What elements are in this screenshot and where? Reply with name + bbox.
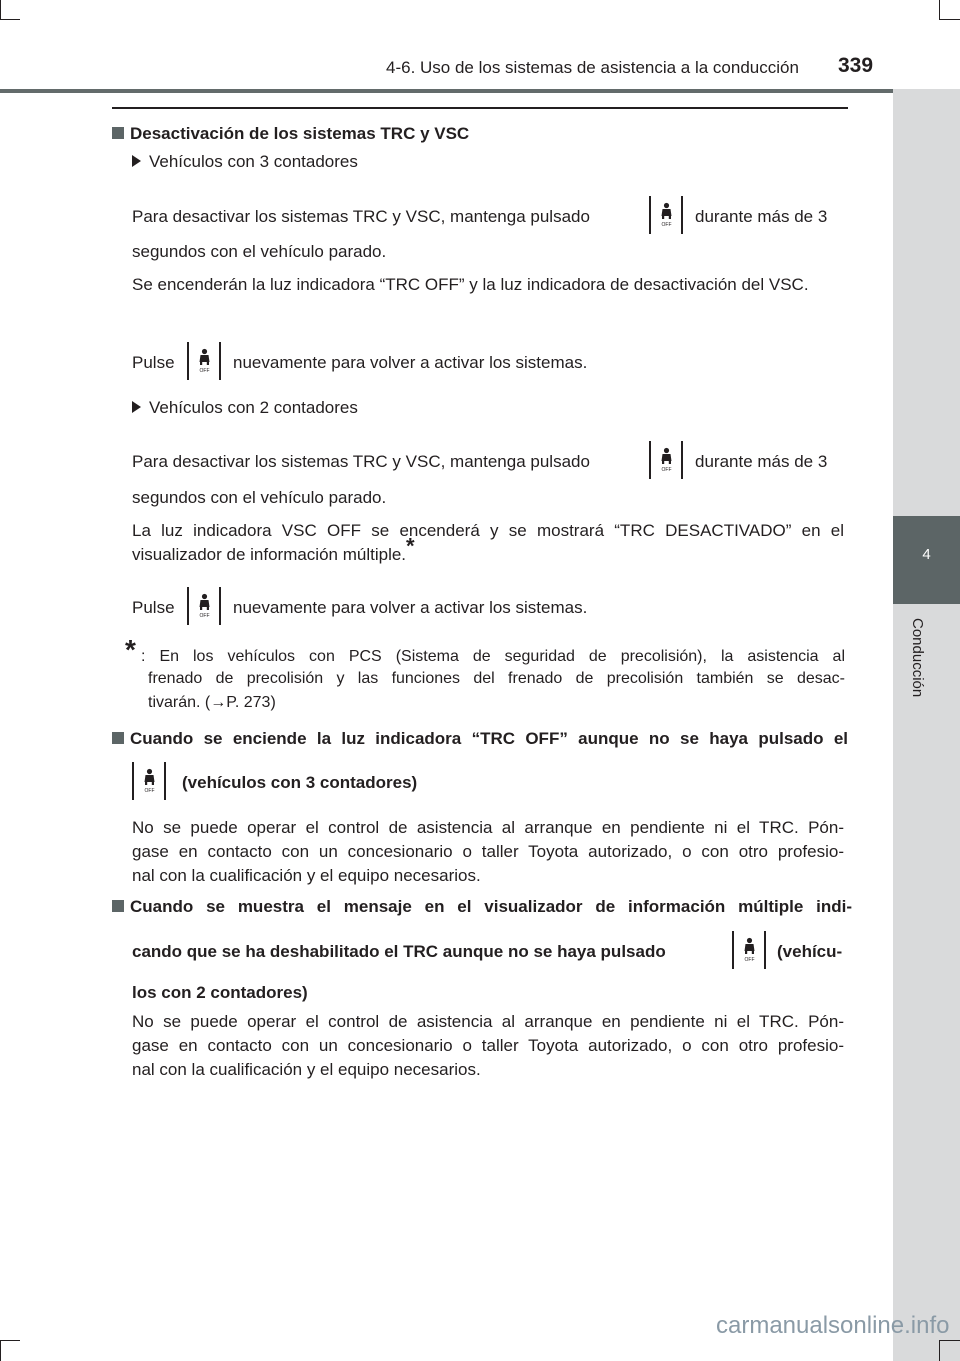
footnote-line: tivarán. (→P. 273): [148, 694, 276, 711]
section-heading-text: los con 2 contadores): [132, 983, 308, 1002]
paragraph-text: La luz indicadora VSC OFF se encenderá y se mostrará “TRC DESACTIVADO” en el visualizador de información múltiple.: [132, 521, 844, 564]
section-heading-text: Desactivación de los sistemas TRC y VSC: [130, 124, 470, 143]
side-tab-top: [893, 89, 960, 516]
section-heading-text: (vehículos con 3 contadores): [182, 773, 418, 792]
side-tab-bottom: [893, 864, 960, 1361]
paragraph-line: Para desactivar los sistemas TRC y VSC, mantenga pulsado: [132, 452, 590, 471]
crop-mark: [0, 19, 20, 20]
trc-off-switch-icon: [187, 342, 221, 380]
crop-mark: [939, 1340, 960, 1341]
paragraph-line: gase en contacto con un concesionario o taller Toyota autorizado, o con otro profesio-: [132, 842, 844, 861]
triangle-bullet-icon: [132, 401, 141, 413]
footnote-marker: *: [406, 533, 415, 559]
paragraph-line: Para desactivar los sistemas TRC y VSC, mantenga pulsado: [132, 207, 590, 226]
paragraph-line: durante más de 3: [695, 452, 828, 471]
paragraph-line: No se puede operar el control de asistencia al arranque en pendiente ni el TRC. Pón-: [132, 1012, 844, 1031]
paragraph: Se encenderán la luz indicadora “TRC OFF” y la luz indicadora de desactivación del VSC.: [132, 275, 809, 294]
paragraph-line: segundos con el vehículo parado.: [132, 488, 387, 507]
square-bullet-icon: [112, 127, 124, 139]
trc-off-switch-icon: [132, 762, 166, 800]
section-heading-text: Cuando se muestra el mensaje en el visualizador de información múltiple indi-: [130, 897, 852, 916]
chapter-label: Conducción: [909, 618, 926, 698]
svg-text:OFF: OFF: [661, 467, 672, 473]
section-rule: [112, 107, 848, 109]
crop-mark: [0, 1340, 1, 1361]
svg-text:OFF: OFF: [199, 613, 210, 619]
section-heading-text: (vehícu-: [777, 942, 843, 961]
crop-mark: [939, 19, 960, 20]
square-bullet-icon: [112, 732, 124, 744]
paragraph-line: Pulse: [132, 598, 175, 617]
paragraph-line: nal con la cualificación y el equipo necesarios.: [132, 866, 481, 885]
svg-text:OFF: OFF: [144, 788, 155, 794]
paragraph-line: nuevamente para volver a activar los sistemas.: [233, 353, 588, 372]
paragraph-line: nal con la cualificación y el equipo necesarios.: [132, 1060, 481, 1079]
header-rule: [0, 89, 893, 93]
paragraph-line: nuevamente para volver a activar los sistemas.: [233, 598, 588, 617]
footnote-line: frenado de precolisión y las funciones del frenado de precolisión también se desac-: [148, 670, 845, 687]
trc-off-switch-icon: [187, 587, 221, 625]
trc-off-switch-icon: [649, 196, 683, 234]
subheading: [132, 150, 358, 174]
section-heading-text: Cuando se enciende la luz indicadora “TRC OFF” aunque no se haya pulsado el: [130, 729, 848, 748]
svg-text:OFF: OFF: [744, 957, 755, 963]
section-heading: [112, 729, 848, 749]
svg-text:OFF: OFF: [199, 368, 210, 374]
square-bullet-icon: [112, 900, 124, 912]
paragraph-line: Pulse: [132, 353, 175, 372]
triangle-bullet-icon: [132, 155, 141, 167]
header-section-title: 4-6. Uso de los sistemas de asistencia a la conducción: [386, 58, 799, 77]
section-heading: [112, 897, 852, 917]
crop-mark: [939, 1340, 940, 1361]
crop-mark: [0, 0, 1, 20]
side-tab-label: [893, 604, 960, 864]
crop-mark: [0, 1340, 20, 1341]
trc-off-switch-icon: [732, 931, 766, 969]
footnote-line: : En los vehículos con PCS (Sistema de seguridad de precolisión), la asistencia al: [141, 648, 845, 665]
subheading-text: Vehículos con 2 contadores: [149, 398, 358, 417]
svg-text:OFF: OFF: [661, 222, 672, 228]
paragraph-line: segundos con el vehículo parado.: [132, 242, 387, 261]
subheading: [132, 396, 358, 420]
watermark: carmanualsonline.info: [716, 1312, 950, 1339]
paragraph-line: durante más de 3: [695, 207, 828, 226]
section-heading: [112, 124, 469, 144]
trc-off-switch-icon: [649, 441, 683, 479]
paragraph: [132, 519, 844, 567]
section-heading-text: cando que se ha deshabilitado el TRC aunque no se haya pulsado: [132, 942, 666, 961]
side-tab-number: [893, 516, 960, 604]
chapter-number: 4: [922, 546, 931, 563]
page-number: 339: [838, 54, 874, 77]
paragraph-line: No se puede operar el control de asistencia al arranque en pendiente ni el TRC. Pón-: [132, 818, 844, 837]
footnote-marker: *: [125, 634, 136, 665]
subheading-text: Vehículos con 3 contadores: [149, 152, 358, 171]
paragraph-line: gase en contacto con un concesionario o taller Toyota autorizado, o con otro profesio-: [132, 1036, 844, 1055]
crop-mark: [939, 0, 940, 20]
